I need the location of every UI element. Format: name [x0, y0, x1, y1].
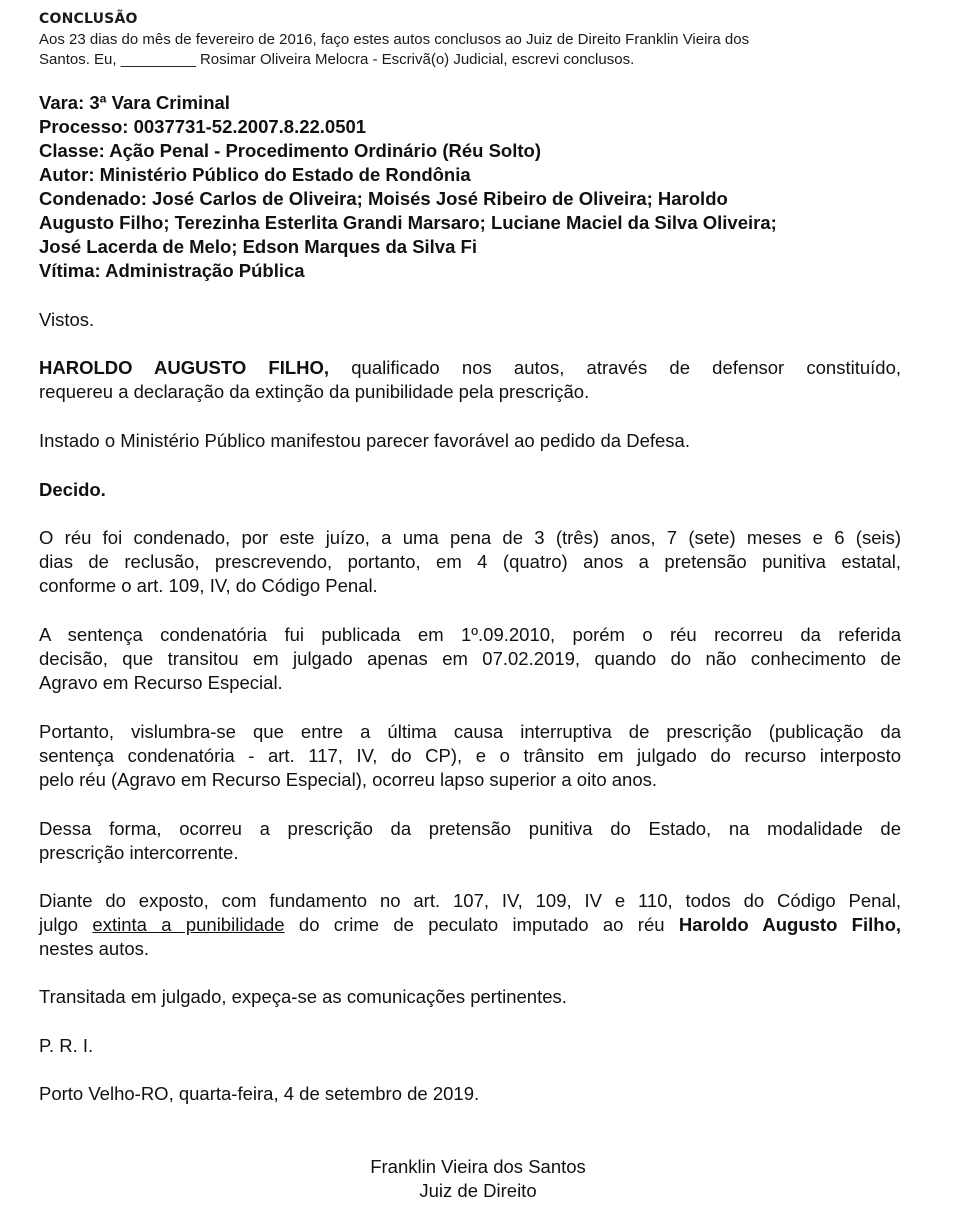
conclusao-text	[39, 30, 879, 69]
request-paragraph	[39, 356, 901, 404]
sentence-paragraph	[39, 526, 901, 599]
prescription-paragraph	[39, 817, 901, 865]
publication-line-1: A sentença condenatória fui publicada em 1º.09.2010, porém o réu recorreu da referida	[39, 624, 901, 645]
case-header	[39, 91, 901, 283]
sentence-line-1: O réu foi condenado, por este juízo, a uma pena de 3 (três) anos, 7 (sete) meses e 6 (seis)	[39, 527, 901, 548]
signature-role: Juiz de Direito	[419, 1180, 537, 1201]
prescription-line-2: prescrição intercorrente.	[39, 842, 239, 864]
pri-paragraph	[39, 1034, 901, 1058]
extinta-punibilidade-underlined: extinta a punibilidade	[92, 914, 285, 936]
request-line-1-rest: qualificado nos autos, através de defensor constituído,	[329, 357, 901, 378]
conclusao-title: CONCLUSÃO	[39, 11, 138, 27]
case-vara: Vara: 3ª Vara Criminal	[39, 92, 230, 113]
date-text: Porto Velho-RO, quarta-feira, 4 de setembro de 2019.	[39, 1083, 480, 1104]
defendant-name-bold: HAROLDO AUGUSTO FILHO,	[39, 357, 330, 378]
case-condenado-line-1: Condenado: José Carlos de Oliveira; Moisés José Ribeiro de Oliveira; Haroldo	[39, 188, 728, 209]
interruption-line-1: Portanto, vislumbra-se que entre a última causa interruptiva de prescrição (publicação da	[39, 721, 901, 742]
ruling-line-3: nestes autos.	[39, 938, 150, 960]
conclusao-line-2: Santos. Eu, _________ Rosimar Oliveira Melocra - Escrivã(o) Judicial, escrevi conclusos.	[39, 50, 635, 68]
case-vitima: Vítima: Administração Pública	[39, 260, 305, 281]
ruling-line-1: Diante do exposto, com fundamento no art. 107, IV, 109, IV e 110, todos do Código Penal,	[39, 890, 901, 911]
ruling-line-2-mid: do crime de peculato imputado ao réu	[284, 914, 679, 936]
vistos-text: Vistos.	[39, 309, 95, 330]
signature-block	[39, 1155, 901, 1203]
ruling-defendant-bold: Haroldo Augusto Filho,	[678, 914, 902, 936]
decido-text: Decido.	[39, 479, 106, 500]
request-line-1	[39, 356, 901, 380]
pri-text: P. R. I.	[39, 1035, 94, 1056]
vistos-paragraph	[39, 308, 901, 332]
publication-line-3: Agravo em Recurso Especial.	[39, 672, 283, 694]
sentence-line-2: dias de reclusão, prescrevendo, portanto, em 4 (quatro) anos a pretensão punitiva estatal,	[39, 551, 901, 573]
publication-line-2: decisão, que transitou em julgado apenas em 07.02.2019, quando do não conhecimento de	[39, 648, 901, 670]
ruling-line-2	[39, 913, 901, 937]
publication-paragraph	[39, 623, 901, 696]
ruling-line-2-start: julgo	[39, 914, 93, 936]
interruption-paragraph	[39, 720, 901, 793]
request-line-2: requereu a declaração da extinção da punibilidade pela prescrição.	[39, 381, 590, 403]
ministerio-text: Instado o Ministério Público manifestou parecer favorável ao pedido da Defesa.	[39, 430, 690, 451]
ruling-paragraph	[39, 889, 901, 962]
decido-heading	[39, 478, 901, 502]
ministerio-paragraph	[39, 429, 901, 453]
interruption-line-3: pelo réu (Agravo em Recurso Especial), ocorreu lapso superior a oito anos.	[39, 769, 658, 791]
case-processo: Processo: 0037731-52.2007.8.22.0501	[39, 116, 367, 137]
signature-name: Franklin Vieira dos Santos	[370, 1156, 586, 1177]
case-autor: Autor: Ministério Público do Estado de Rondônia	[39, 164, 471, 185]
date-paragraph	[39, 1082, 901, 1106]
conclusao-line-1: Aos 23 dias do mês de fevereiro de 2016, faço estes autos conclusos ao Juiz de Direito Franklin Vieira dos	[39, 31, 750, 48]
transitada-text: Transitada em julgado, expeça-se as comunicações pertinentes.	[39, 986, 567, 1007]
case-condenado-line-3: José Lacerda de Melo; Edson Marques da Silva Fi	[39, 236, 477, 257]
case-classe: Classe: Ação Penal - Procedimento Ordinário (Réu Solto)	[39, 140, 541, 161]
case-condenado-line-2: Augusto Filho; Terezinha Esterlita Grandi Marsaro; Luciane Maciel da Silva Oliveira;	[39, 212, 777, 233]
sentence-line-3: conforme o art. 109, IV, do Código Penal.	[39, 575, 378, 597]
transitada-paragraph	[39, 985, 901, 1009]
prescription-line-1: Dessa forma, ocorreu a prescrição da pretensão punitiva do Estado, na modalidade de	[39, 818, 901, 839]
interruption-line-2: sentença condenatória - art. 117, IV, do CP), e o trânsito em julgado do recurso interposto	[39, 745, 901, 767]
